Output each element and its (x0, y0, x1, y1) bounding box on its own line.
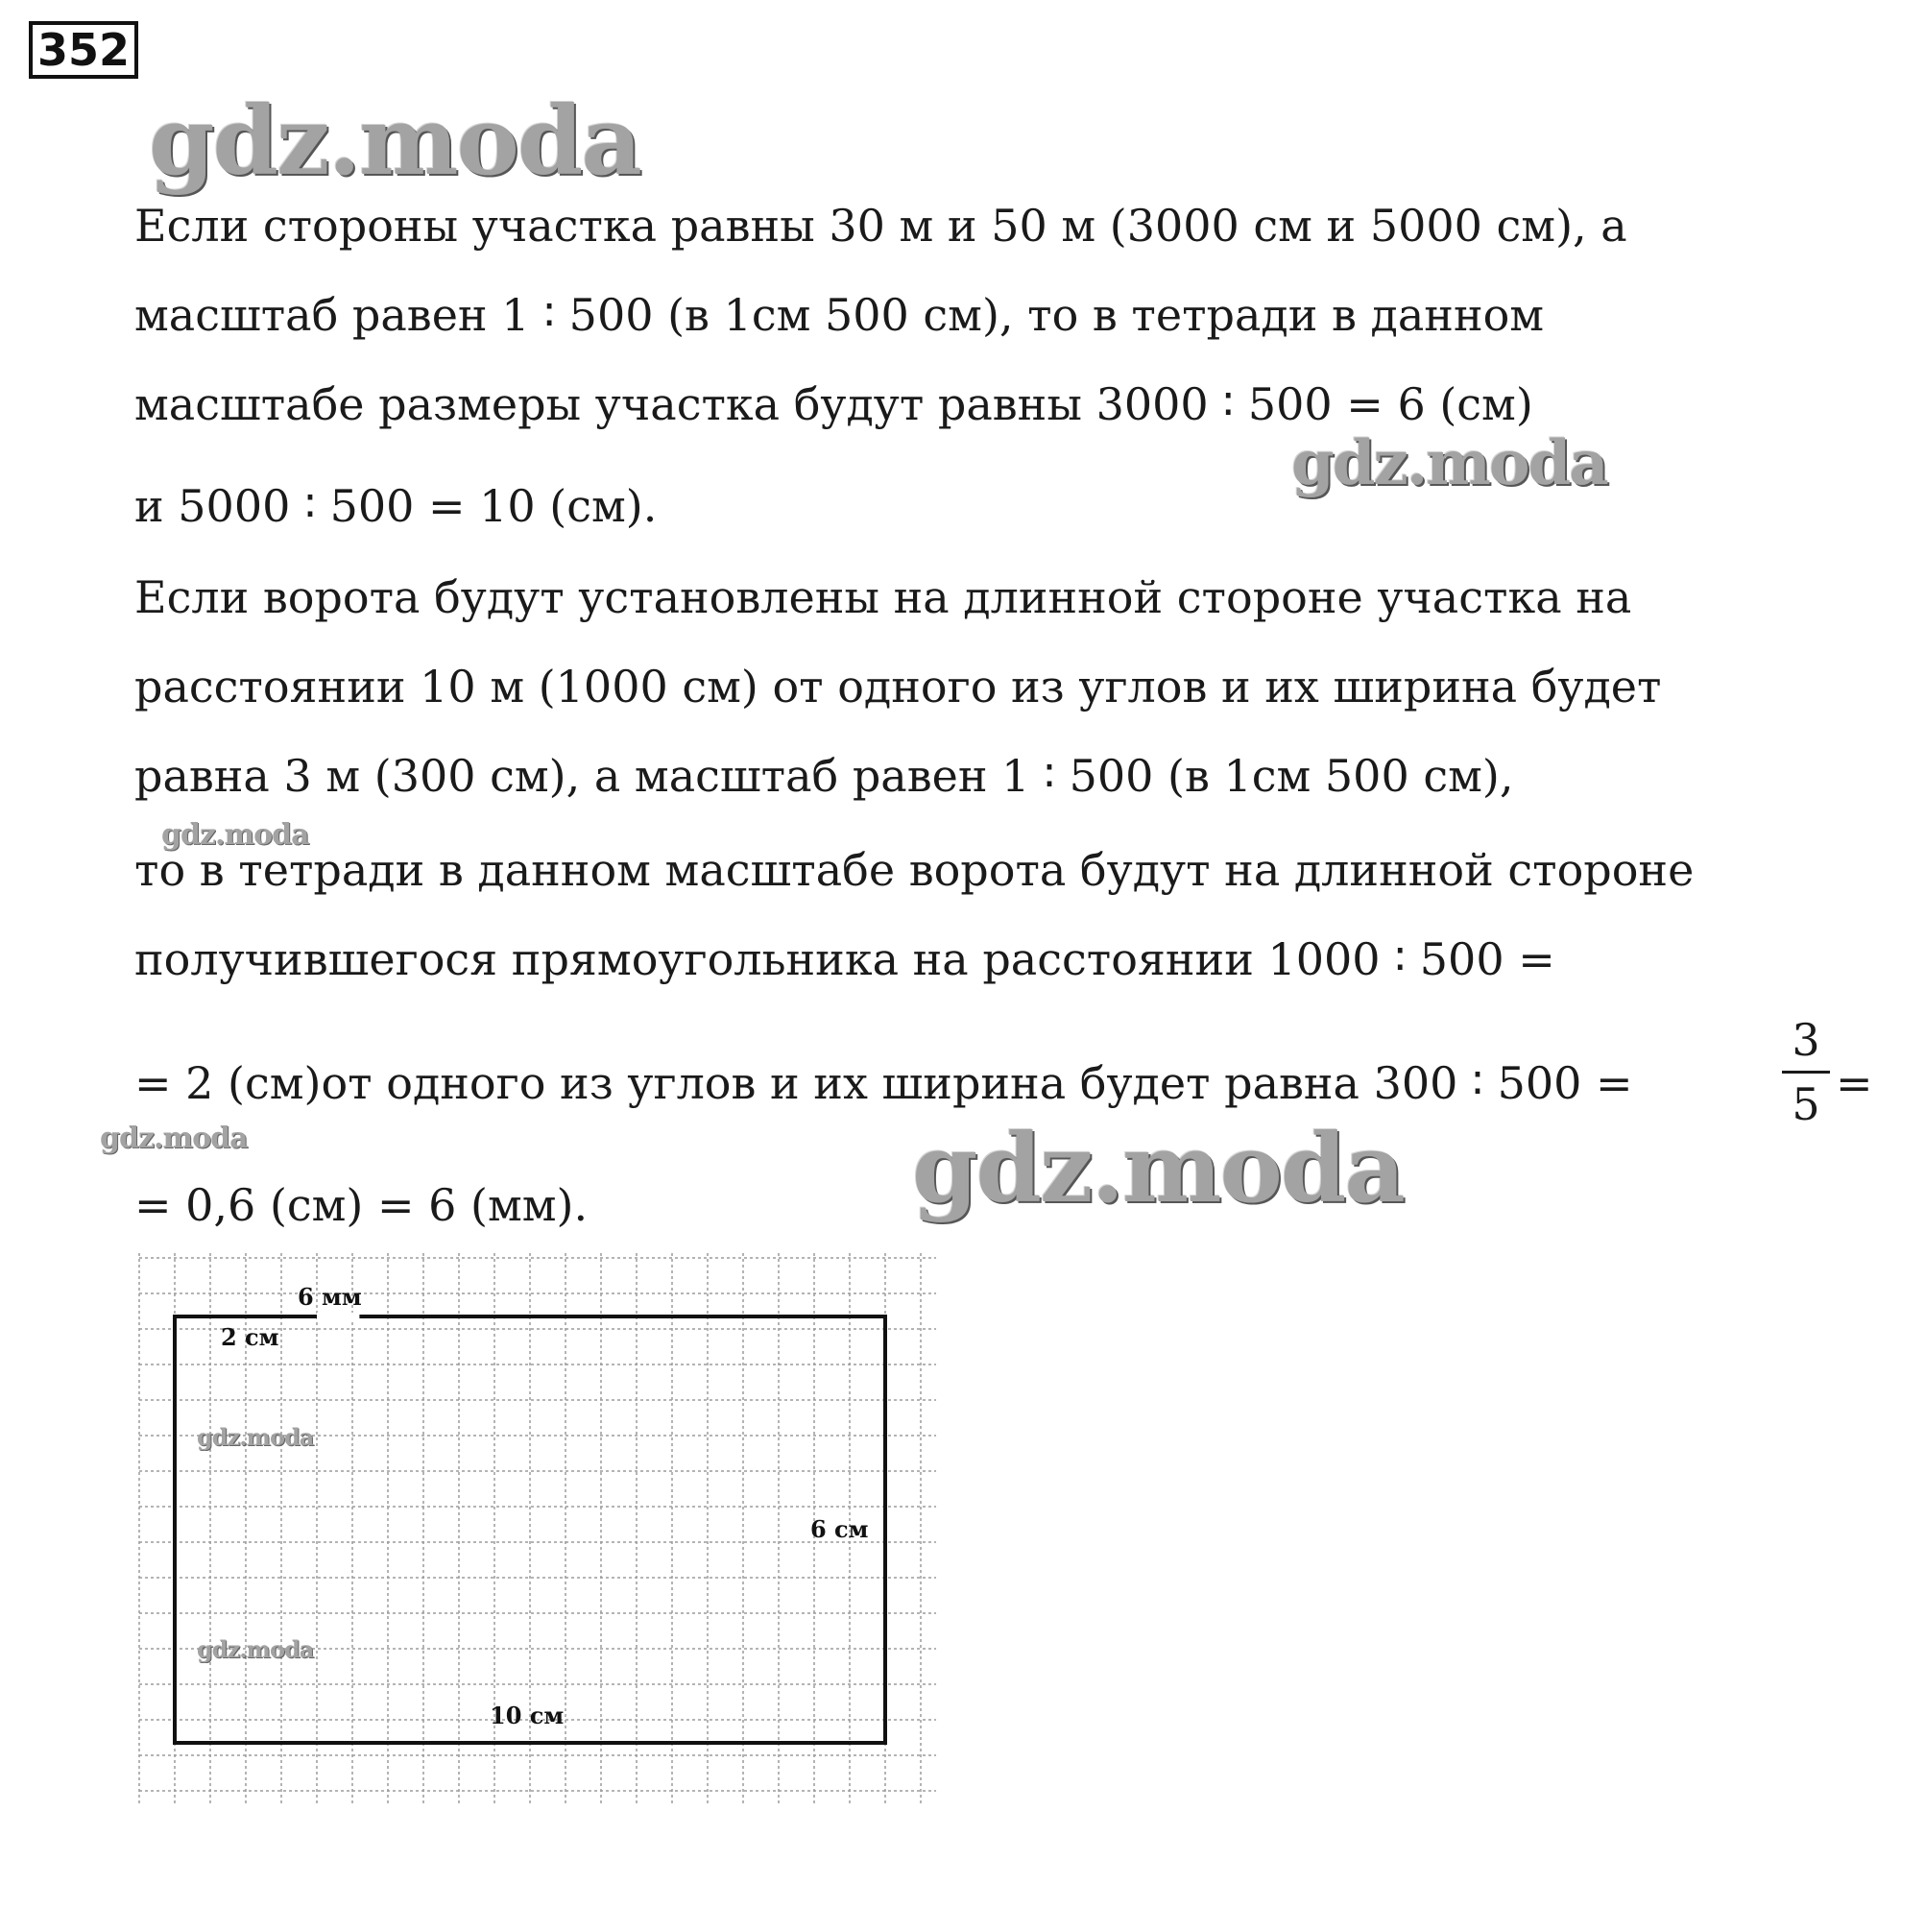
watermark: gdz.moda (912, 1114, 1404, 1224)
text-line: Если стороны участка равны 30 м и 50 м (3000 см и 5000 см), а (134, 200, 1627, 252)
text-line: и 5000 ∶ 500 = 10 (см). (134, 480, 658, 532)
text-line: = 0,6 (см) = 6 (мм). (134, 1179, 589, 1231)
watermark: gdz.moda (197, 1423, 314, 1451)
watermark: gdz.moda (100, 1122, 248, 1155)
gate-width-label: 6 мм (298, 1283, 362, 1311)
text-line: Если ворота будут установлены на длинной стороне участка на (134, 571, 1632, 623)
watermark: gdz.moda (1291, 427, 1607, 499)
text-line: = 2 (см)от одного из углов и их ширина будет равна 300 ∶ 500 = (134, 1057, 1633, 1109)
text-line: масштаб равен 1 ∶ 500 (в 1см 500 см), то в тетради в данном (134, 289, 1545, 341)
gate-offset-label: 2 см (221, 1323, 279, 1351)
watermark: gdz.moda (197, 1635, 314, 1663)
fraction-denominator: 5 (1792, 1078, 1820, 1130)
text-line: равна 3 м (300 см), а масштаб равен 1 ∶ 500 (в 1см 500 см), (134, 750, 1514, 802)
watermark: gdz.moda (161, 818, 309, 852)
gate-gap (317, 1313, 359, 1320)
text-line: то в тетради в данном масштабе ворота будут на длинной стороне (134, 844, 1695, 896)
long-side-label: 10 см (490, 1702, 565, 1729)
fraction-equals: = (1836, 1057, 1873, 1109)
watermark: gdz.moda (149, 86, 640, 197)
text-line: масштабе размеры участка будут равны 3000 ∶ 500 = 6 (см) (134, 378, 1533, 430)
text-line: расстоянии 10 м (1000 см) от одного из углов и их ширина будет (134, 661, 1662, 712)
short-side-label: 6 см (810, 1515, 869, 1543)
text-line: получившегося прямоугольника на расстоянии 1000 ∶ 500 = (134, 933, 1555, 985)
problem-number: 352 (29, 21, 138, 79)
fraction-numerator: 3 (1792, 1014, 1820, 1066)
